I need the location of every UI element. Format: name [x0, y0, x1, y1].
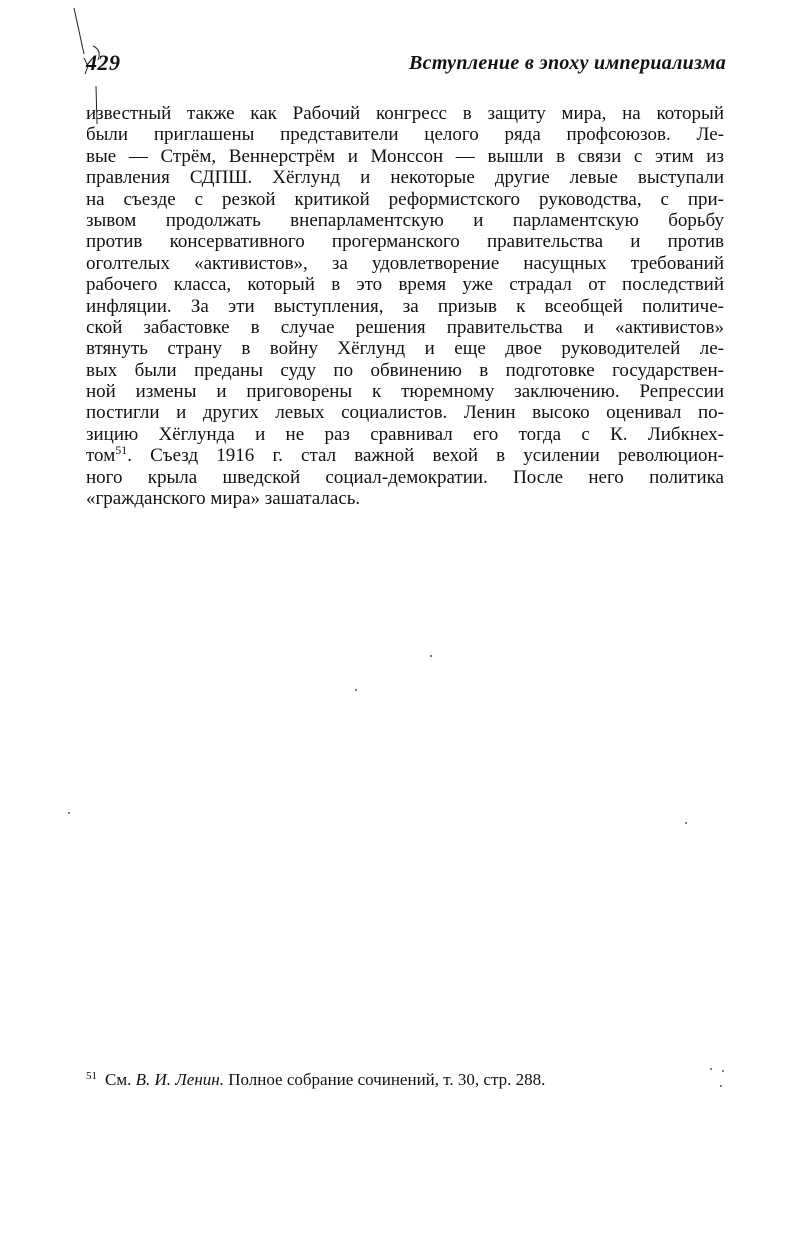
text-line: известный также как Рабочий конгресс в защиту мира, на который — [86, 103, 724, 124]
line-rest: . Съезд 1916 г. стал важной вехой в усилении революцион- — [127, 445, 724, 467]
text-line: «гражданского мира» зашаталась. — [86, 488, 361, 510]
text-line: ной измены и приговорены к тюремному заключению. Репрессии — [86, 381, 724, 403]
text-line: зицию Хёглунда и не раз сравнивал его тогда с К. Либкнех- — [86, 423, 724, 445]
text-line: инфляции. За эти выступления, за призыв к всеобщей политиче- — [86, 295, 724, 317]
page-number: 429 — [86, 50, 121, 75]
page-header — [86, 50, 726, 80]
text-line: против консервативного прогерманского правительства и против — [86, 231, 724, 253]
text-line: оголтелых «активистов», за удовлетворение насущных требований — [86, 252, 724, 274]
footnote-reference[interactable]: 51 — [115, 443, 128, 458]
footnote-number: 51 — [86, 1070, 97, 1082]
text-line-with-footnote-ref — [86, 445, 724, 466]
text-line: ного крыла шведской социал-демократии. После него политика — [86, 466, 724, 488]
footnote-text: Полное собрание сочинений, т. 30, стр. 288. — [228, 1070, 546, 1089]
footnote — [86, 1070, 545, 1090]
print-speck — [68, 812, 70, 814]
text-line: вые — Стрём, Веннерстрём и Монссон — вышли в связи с этим из — [86, 145, 724, 167]
text-line: правления СДПШ. Хёглунд и некоторые другие левые выступали — [86, 167, 724, 189]
text-line: рабочего класса, который в это время уже страдал от последствий — [86, 274, 724, 296]
main-paragraph — [86, 103, 724, 509]
print-speck — [720, 1085, 722, 1087]
text-line: постигли и других левых социалистов. Ленин высоко оценивал по- — [86, 402, 724, 424]
running-head: Вступление в эпоху империализма — [409, 52, 726, 74]
footnote-prefix: См. — [105, 1070, 132, 1089]
print-speck — [430, 655, 432, 657]
text-line: были приглашены представители целого ряда профсоюзов. Ле- — [86, 124, 724, 146]
print-speck — [722, 1070, 724, 1072]
text-line: зывом продолжать внепарламентскую и парламентскую борьбу — [86, 209, 724, 231]
footnote-author: В. И. Ленин. — [135, 1070, 224, 1089]
text-line: ской забастовке в случае решения правительства и «активистов» — [86, 316, 724, 338]
text-line: вых были преданы суду по обвинению в подготовке государствен- — [86, 359, 724, 381]
print-speck — [355, 689, 357, 691]
print-speck — [710, 1068, 712, 1070]
text-line: втянуть страну в войну Хёглунд и еще двое руководителей ле- — [86, 338, 724, 360]
line-start: том — [86, 445, 116, 467]
print-speck — [685, 822, 687, 824]
text-line: на съезде с резкой критикой реформистского руководства, с при- — [86, 188, 724, 210]
